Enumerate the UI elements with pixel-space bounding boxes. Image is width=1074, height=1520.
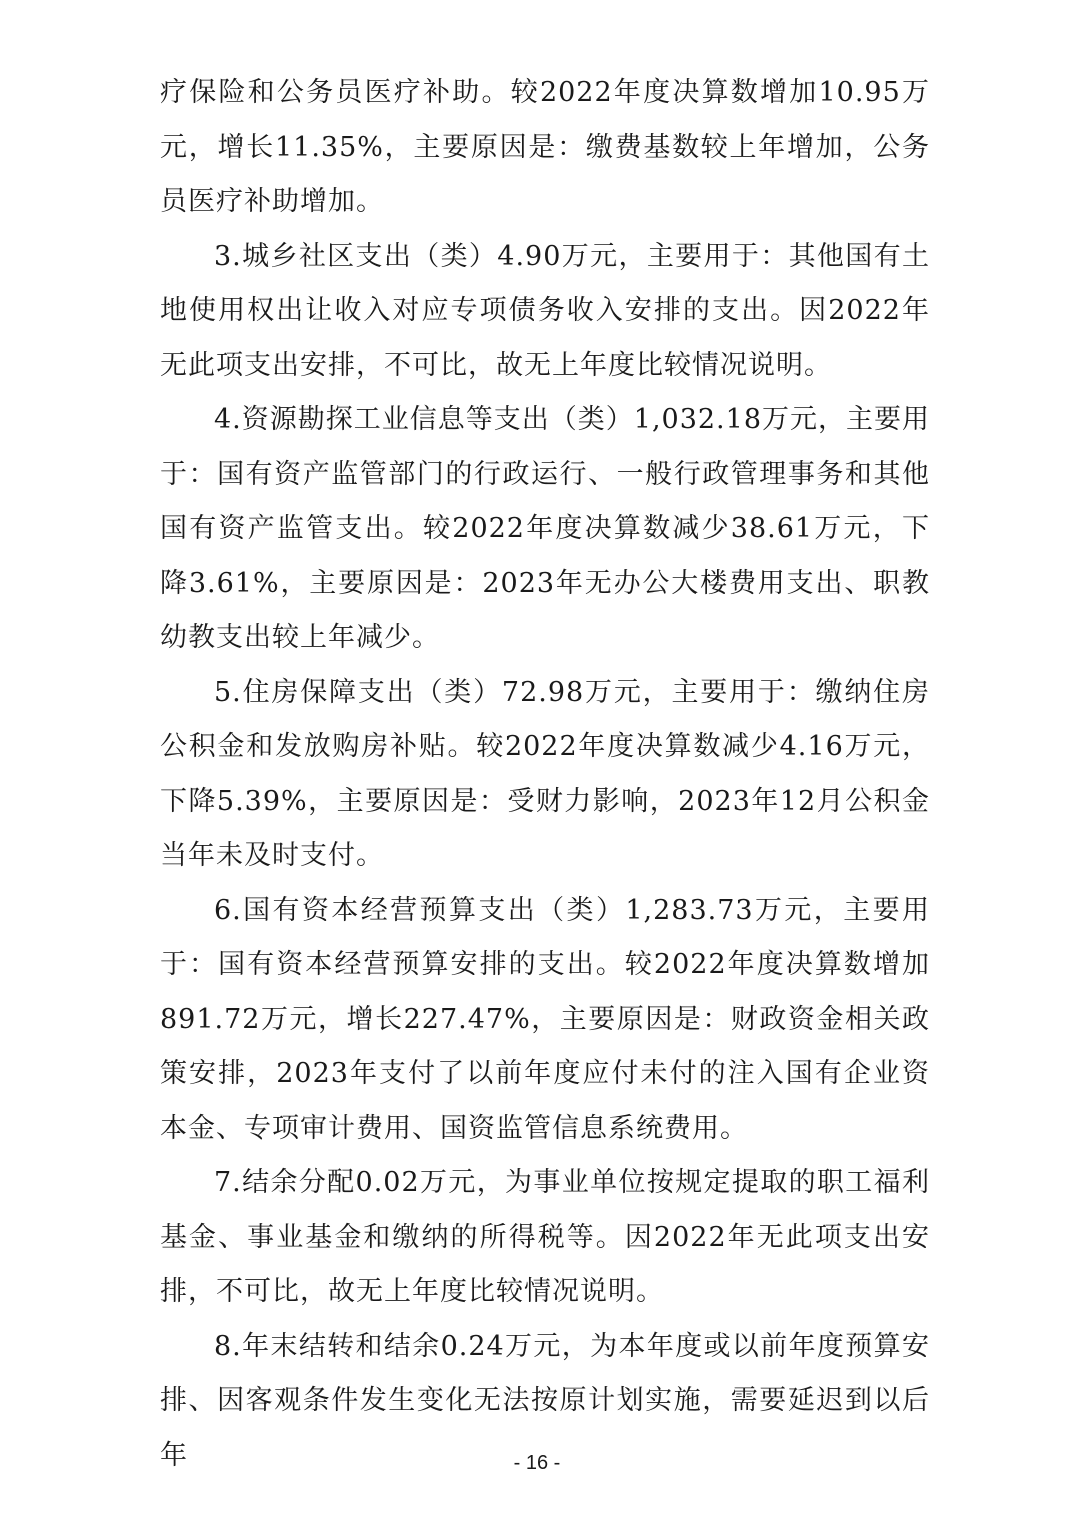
paragraph-resource-exploration: 4.资源勘探工业信息等支出（类）1,032.18万元，主要用于：国有资产监管部门的行政运行、一般行政管理事务和其他国有资产监管支出。较2022年度决算数减少38.61万元，下降3.61%，主要原因是：2023年无办公大楼费用支出、职教幼教支出较上年减少。 <box>160 404 930 653</box>
paragraph-state-capital-budget: 6.国有资本经营预算支出（类）1,283.73万元，主要用于：国有资本经营预算安排的支出。较2022年度决算数增加891.72万元，增长227.47%，主要原因是：财政资金相关政策安排，2023年支付了以前年度应付未付的注入国有企业资本金、专项审计费用、国资监管信息系统费用。 <box>160 894 930 1144</box>
paragraph-medical-insurance: 疗保险和公务员医疗补助。较2022年度决算数增加10.95万元，增长11.35%，主要原因是：缴费基数较上年增加，公务员医疗补助增加。 <box>160 77 930 217</box>
paragraph-surplus-distribution: 7.结余分配0.02万元，为事业单位按规定提取的职工福利基金、事业基金和缴纳的所得税等。因2022年无此项支出安排，不可比，故无上年度比较情况说明。 <box>160 1167 930 1307</box>
page-number: - 16 - <box>513 1452 561 1474</box>
body-text <box>160 66 930 1483</box>
paragraph-urban-rural-community: 3.城乡社区支出（类）4.90万元，主要用于：其他国有土地使用权出让收入对应专项债务收入安排的支出。因2022年无此项支出安排，不可比，故无上年度比较情况说明。 <box>160 240 930 381</box>
paragraph-year-end-carryover: 8.年末结转和结余0.24万元，为本年度或以前年度预算安排、因客观条件发生变化无法按原计划实施，需要延迟到以后年 <box>160 1330 930 1471</box>
paragraph-housing-security: 5.住房保障支出（类）72.98万元，主要用于：缴纳住房公积金和发放购房补贴。较2022年度决算数减少4.16万元，下降5.39%，主要原因是：受财力影响，2023年12月公积金当年未及时支付。 <box>160 676 930 871</box>
